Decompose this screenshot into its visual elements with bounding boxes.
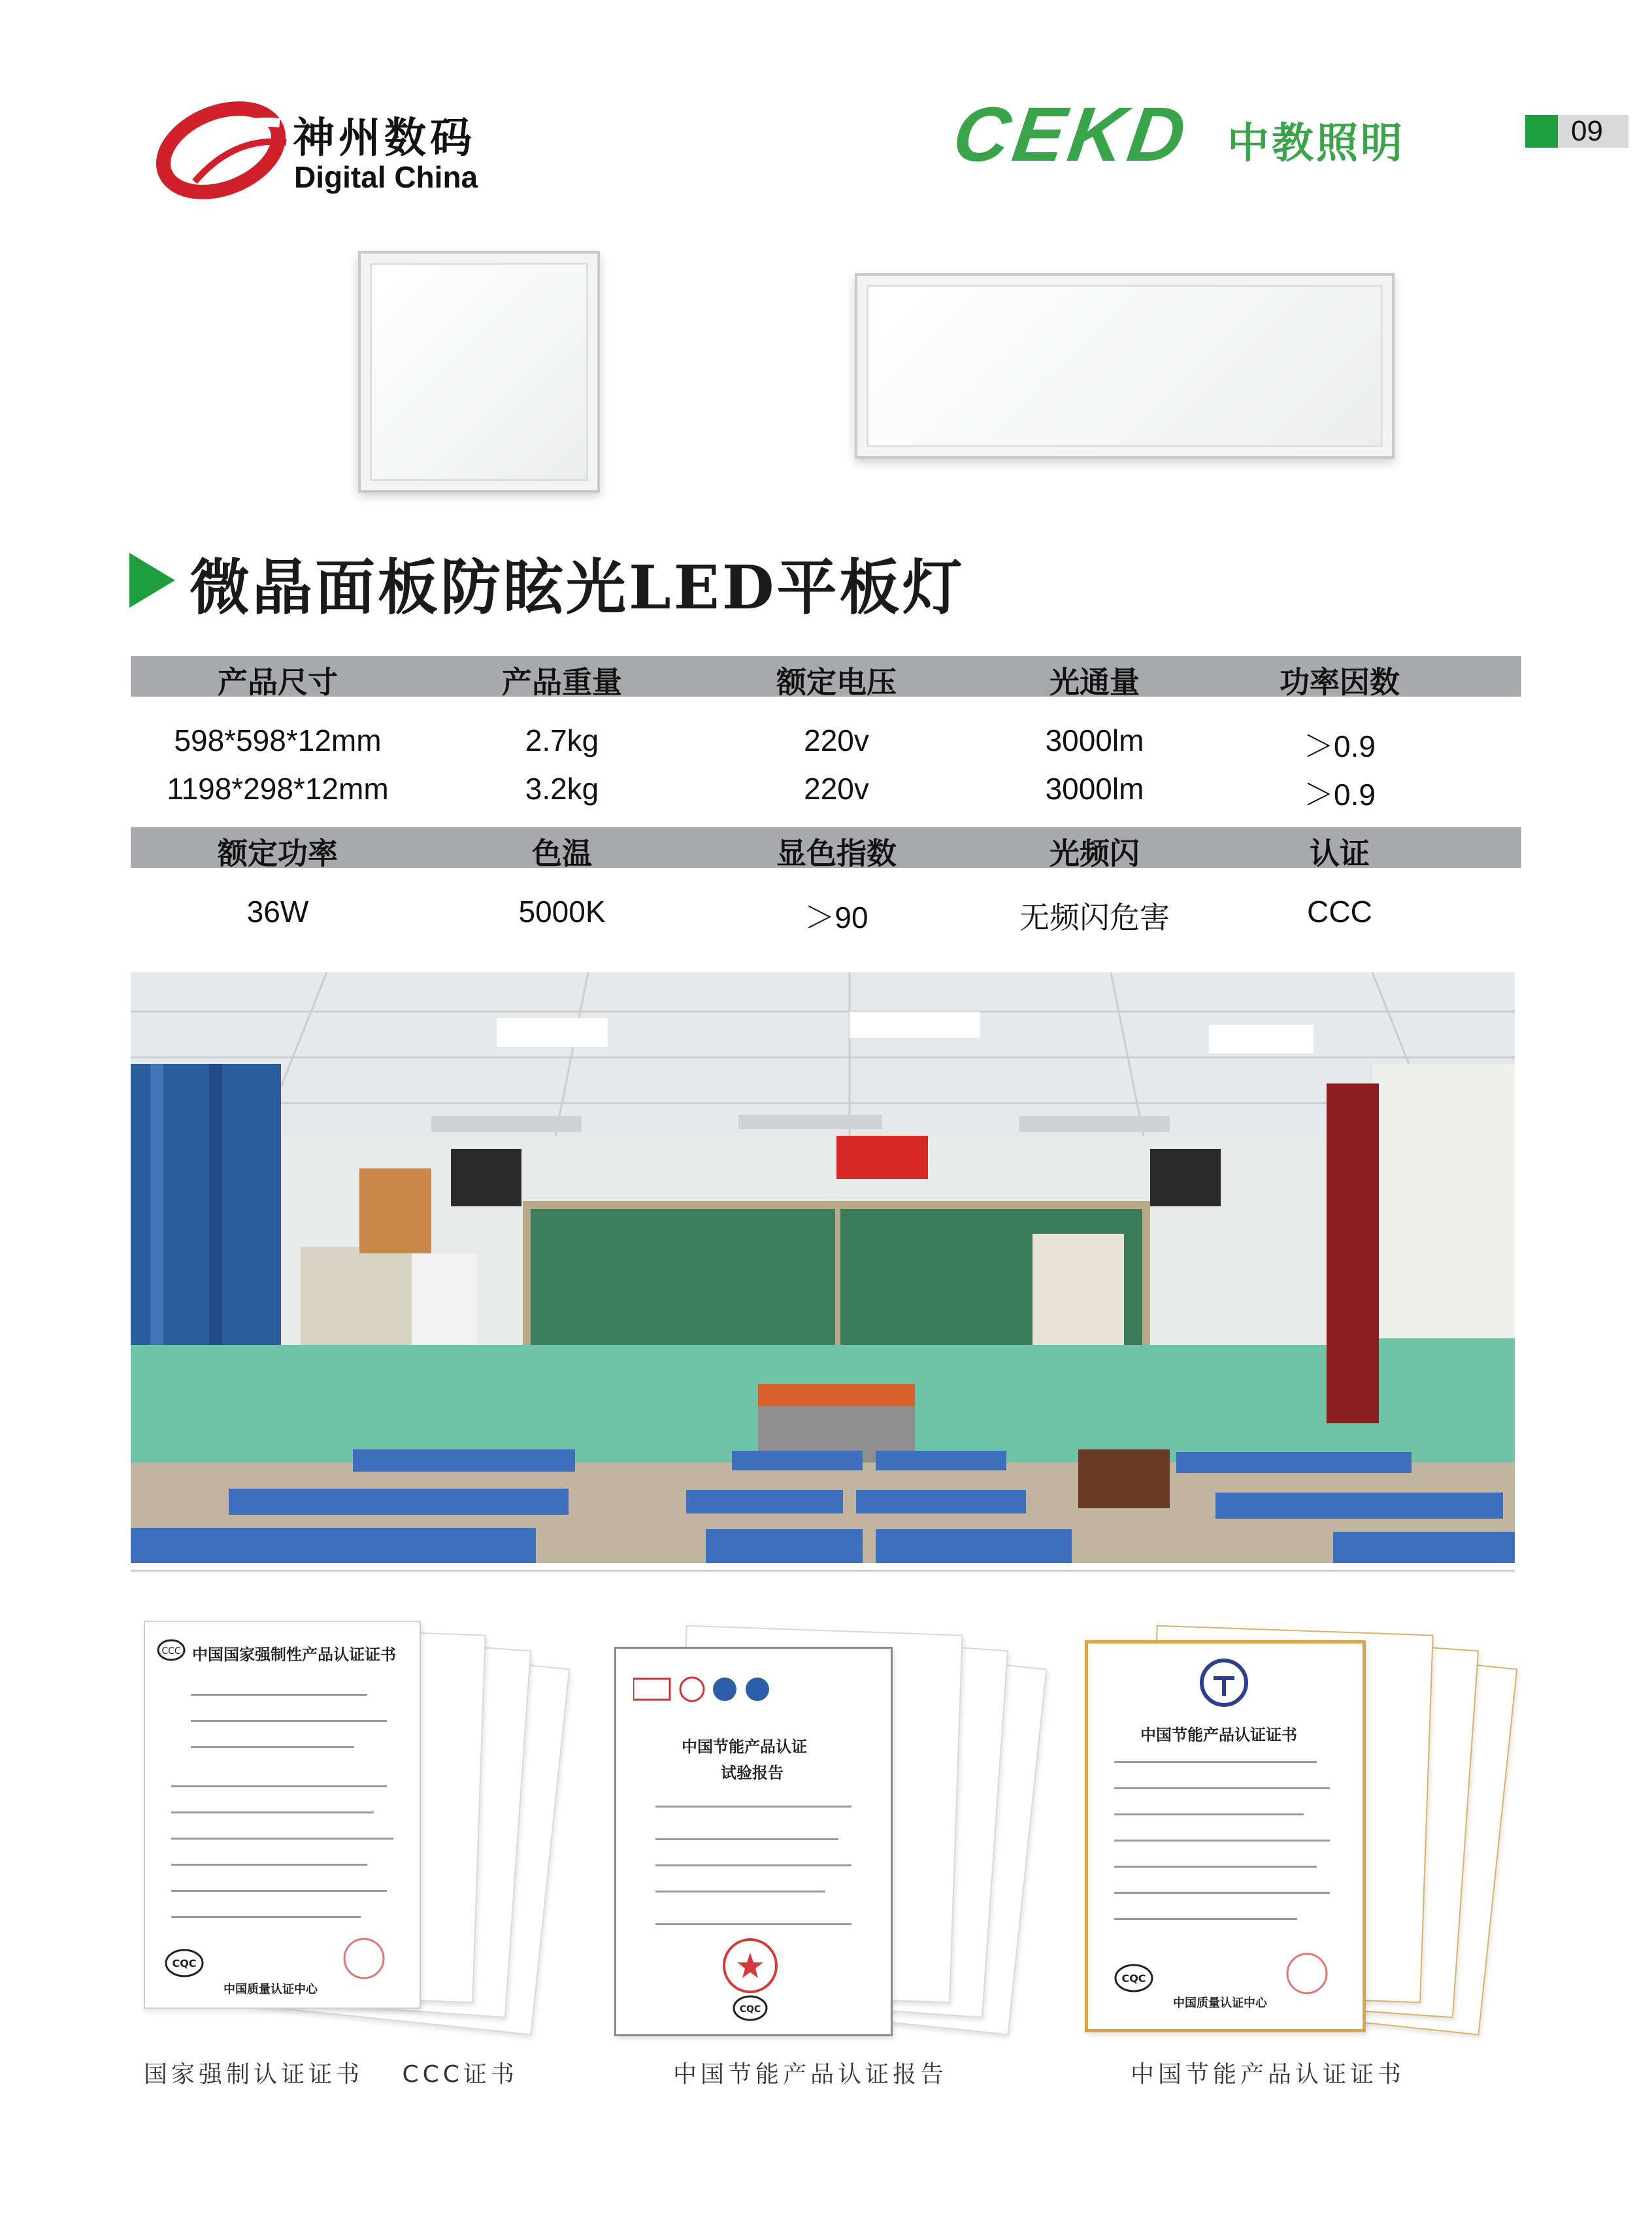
certificate-title: 中国节能产品认证 bbox=[682, 1737, 807, 1756]
red-seal-icon bbox=[341, 1936, 387, 1981]
certificate-title: 中国国家强制性产品认证证书 bbox=[192, 1645, 396, 1664]
page-number-box bbox=[1525, 115, 1628, 148]
spec-header: 额定电压 bbox=[776, 665, 897, 700]
spec-header: 功率因数 bbox=[1280, 665, 1400, 700]
certificate-issuer: 中国质量认证中心 bbox=[223, 1983, 318, 1996]
page-marker bbox=[1525, 115, 1558, 148]
spec-value: 3000lm bbox=[1045, 772, 1144, 806]
partner-name-cn: 中教照明 bbox=[1227, 119, 1405, 168]
ccc-mark-icon bbox=[157, 1639, 186, 1661]
spec-value: 5000K bbox=[518, 895, 606, 929]
certificate-caption: 中国节能产品认证报告 bbox=[673, 2061, 948, 2088]
spec-header: 产品尺寸 bbox=[218, 665, 338, 700]
spec-header: 光通量 bbox=[1049, 665, 1140, 700]
spec-value: 3.2kg bbox=[525, 772, 599, 806]
certificate-energy bbox=[1072, 1614, 1523, 2088]
svg-text:CCC: CCC bbox=[161, 1646, 181, 1657]
brand-name-cn: 神州数码 bbox=[293, 114, 476, 163]
spec-value: 2.7kg bbox=[525, 723, 599, 757]
rectangular-panel-photo bbox=[855, 273, 1395, 459]
classroom-photo bbox=[131, 972, 1515, 1563]
square-panel-photo bbox=[358, 251, 600, 493]
spec-value: CCC bbox=[1307, 895, 1372, 929]
certificate-title: 中国节能产品认证证书 bbox=[1140, 1725, 1297, 1744]
spec-value: 598*598*12mm bbox=[174, 723, 382, 757]
svg-text:CQC: CQC bbox=[739, 2004, 761, 2015]
certificate-ccc bbox=[131, 1614, 582, 2088]
spec-value: ＞0.9 bbox=[1304, 729, 1376, 763]
svg-text:CQC: CQC bbox=[1121, 1972, 1146, 1985]
spec-value: ＞90 bbox=[804, 901, 868, 934]
energy-saving-logo-icon bbox=[1198, 1657, 1250, 1709]
certificate-caption: 国家强制认证证书 CCC证书 bbox=[144, 2061, 518, 2088]
spec-header: 显色指数 bbox=[776, 836, 897, 871]
svg-text:CQC: CQC bbox=[172, 1957, 197, 1970]
spec-header: 额定功率 bbox=[218, 836, 338, 871]
classroom-scene bbox=[131, 972, 1515, 1563]
spec-header: 光频闪 bbox=[1049, 836, 1140, 871]
certificate-caption: 中国节能产品认证证书 bbox=[1131, 2061, 1406, 2088]
spec-value: 1198*298*12mm bbox=[167, 772, 389, 806]
spec-value: ＞0.9 bbox=[1304, 778, 1376, 812]
cqc-mark-icon bbox=[1114, 1964, 1153, 1992]
brand-logo bbox=[156, 97, 495, 201]
certificate-subtitle: 试验报告 bbox=[721, 1763, 784, 1782]
cqc-mark-icon bbox=[165, 1949, 204, 1977]
cma-cnas-marks-icon bbox=[633, 1675, 803, 1704]
spec-header: 色温 bbox=[532, 836, 592, 871]
play-triangle-icon bbox=[129, 553, 175, 608]
red-seal-icon bbox=[1284, 1951, 1330, 1996]
spec-header: 产品重量 bbox=[502, 665, 622, 700]
partner-logo bbox=[948, 91, 1405, 178]
certificate-issuer: 中国质量认证中心 bbox=[1173, 1996, 1267, 2010]
spec-value: 无频闪危害 bbox=[1019, 901, 1170, 934]
spec-value: 220v bbox=[804, 723, 869, 757]
digital-china-swirl-icon bbox=[156, 97, 293, 201]
photo-divider bbox=[131, 1570, 1515, 1572]
spec-value: 3000lm bbox=[1045, 723, 1144, 757]
spec-value: 36W bbox=[246, 895, 309, 929]
cqc-mark-icon bbox=[733, 1995, 768, 2021]
brand-name-en: Digital China bbox=[294, 160, 478, 194]
page-number: 09 bbox=[1571, 115, 1603, 147]
certificate-energy-report bbox=[601, 1614, 1052, 2088]
partner-logo-text: CEKD bbox=[948, 91, 1195, 178]
product-title: 微晶面板防眩光LED平板灯 bbox=[190, 552, 965, 623]
spec-header: 认证 bbox=[1310, 836, 1370, 871]
spec-value: 220v bbox=[804, 772, 869, 806]
red-seal-icon bbox=[721, 1936, 780, 1995]
